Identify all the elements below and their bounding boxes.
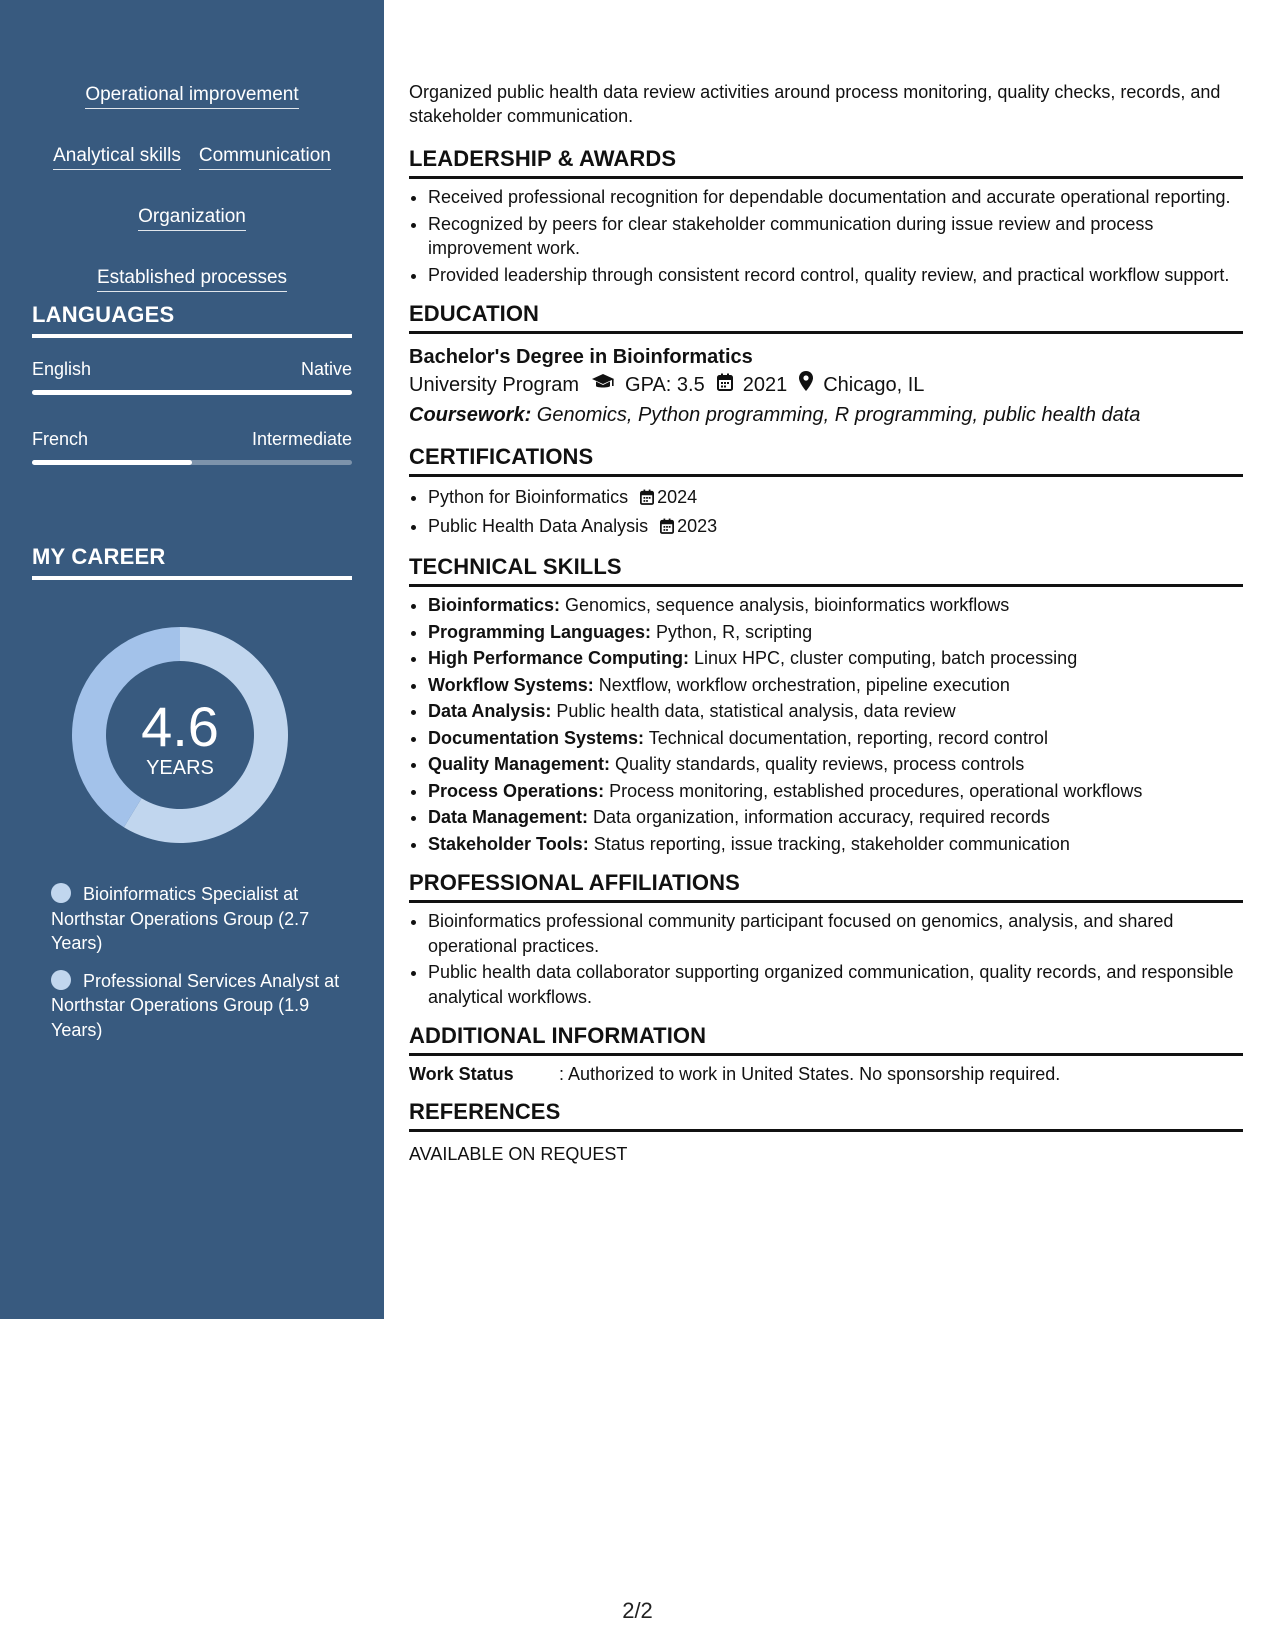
skill-tag: Communication	[199, 145, 331, 170]
main-content	[409, 80, 1243, 1179]
list-item: • Recognized by peers for clear stakeholder communication during issue review and process improvement work.	[428, 212, 1243, 261]
language-row-english	[32, 359, 352, 380]
skill-text: Nextflow, workflow orchestration, pipeline execution	[593, 674, 1010, 695]
coursework-text: Genomics, Python programming, R programming, public health data	[531, 404, 1141, 426]
skill-text: Technical documentation, reporting, record control	[644, 727, 1048, 748]
skill-text: Process monitoring, established procedures, operational workflows	[604, 780, 1143, 801]
career-item-text: Professional Services Analyst at Northstar Operations Group (1.9 Years)	[51, 970, 340, 1040]
language-level: Native	[300, 359, 352, 379]
career-unit: YEARS	[146, 757, 214, 779]
list-item	[428, 752, 1243, 777]
skill-text: Quality standards, quality reviews, process controls	[610, 754, 1025, 774]
skill-tag: Analytical skills	[53, 145, 181, 170]
coursework-label: Coursework:	[409, 404, 532, 426]
technical-skills-section	[409, 554, 1243, 856]
certification-name: Public Health Data Analysis	[428, 515, 649, 536]
certification-year-wrap	[640, 487, 697, 507]
location-pin-icon	[799, 370, 813, 400]
language-bar-fill	[32, 460, 192, 465]
career-donut-svg	[67, 622, 293, 848]
career-list	[51, 882, 341, 1055]
skill-label: Data Analysis:	[428, 701, 552, 721]
languages-heading: LANGUAGES	[32, 302, 352, 338]
technical-skills-list	[409, 593, 1243, 856]
graduation-cap-icon	[591, 370, 615, 400]
list-item: • Provided leadership through consistent record control, quality review, and practical workflow support.	[428, 263, 1243, 288]
language-bar-english	[32, 390, 352, 395]
page-number: 2/2	[622, 1598, 653, 1623]
career-item	[51, 882, 341, 956]
list-item	[428, 779, 1243, 804]
list-item	[428, 673, 1243, 698]
education-location: Chicago, IL	[823, 374, 925, 396]
calendar-icon	[717, 370, 733, 400]
summary-text: Organized public health data review activities around process monitoring, quality checks, records, and stakeholder communication.	[409, 82, 1221, 126]
skill-tag: Established processes	[97, 267, 287, 292]
section-title: LEADERSHIP & AWARDS	[409, 146, 1243, 179]
list-item	[428, 699, 1243, 724]
calendar-icon	[660, 516, 674, 541]
language-row-french	[32, 429, 352, 450]
sidebar	[0, 0, 384, 1319]
list-item	[428, 726, 1243, 751]
career-item	[51, 969, 341, 1043]
language-name: French	[32, 429, 89, 449]
language-bar-fill	[32, 390, 352, 395]
references-text: AVAILABLE ON REQUEST	[409, 1144, 628, 1164]
language-bar-french	[32, 460, 352, 465]
list-item	[428, 514, 1243, 541]
list-item	[428, 832, 1243, 857]
list-item: • Received professional recognition for dependable documentation and accurate operational reporting.	[428, 185, 1243, 210]
section-title: ADDITIONAL INFORMATION	[409, 1023, 1243, 1056]
education-section	[409, 301, 1243, 430]
certifications-section	[409, 444, 1243, 540]
section-title: CERTIFICATIONS	[409, 444, 1243, 477]
degree-title: Bachelor's Degree in Bioinformatics	[409, 346, 753, 368]
skill-text: Genomics, sequence analysis, bioinformatics workflows	[560, 595, 1010, 615]
career-heading: MY CAREER	[32, 544, 352, 580]
gpa: GPA: 3.5	[625, 374, 705, 396]
section-title: TECHNICAL SKILLS	[409, 554, 1243, 587]
skill-label: Workflow Systems:	[428, 674, 594, 695]
list-item: • Bioinformatics professional community participant focused on genomics, analysis, and shared operational practices.	[428, 909, 1243, 958]
career-item-text: Bioinformatics Specialist at Northstar Operations Group (2.7 Years)	[51, 884, 310, 953]
skill-text: Linux HPC, cluster computing, batch processing	[689, 648, 1078, 668]
certification-name: Python for Bioinformatics	[428, 487, 629, 507]
list-item	[428, 805, 1243, 830]
skill-tag: Organization	[138, 206, 246, 231]
skill-text: Python, R, scripting	[651, 621, 813, 642]
career-donut	[67, 622, 293, 848]
work-status-label: Work Status	[409, 1064, 514, 1084]
skill-text: Data organization, information accuracy, required records	[588, 807, 1050, 827]
education-meta	[409, 370, 1243, 400]
language-name: English	[32, 359, 92, 379]
section-title: EDUCATION	[409, 301, 1243, 334]
legend-dot	[51, 970, 71, 990]
list-item: • Public health data collaborator supporting organized communication, quality records, and responsible analytical workflows.	[428, 960, 1243, 1009]
skill-label: Data Management:	[428, 807, 589, 827]
skill-label: Bioinformatics:	[428, 595, 561, 615]
skill-text: Status reporting, issue tracking, stakeholder communication	[588, 833, 1070, 854]
work-status-value: : Authorized to work in United States. No sponsorship required.	[559, 1064, 1061, 1084]
skill-label: Documentation Systems:	[428, 727, 645, 748]
legend-dot	[51, 883, 71, 903]
certification-year-wrap	[660, 516, 717, 536]
school-name: University Program	[409, 374, 580, 396]
coursework	[409, 400, 1243, 430]
language-level: Intermediate	[251, 429, 352, 449]
skill-label: Process Operations:	[428, 780, 605, 801]
calendar-icon	[640, 487, 654, 512]
section-title: PROFESSIONAL AFFILIATIONS	[409, 870, 1243, 903]
skill-label: Quality Management:	[428, 754, 611, 774]
skill-text: Public health data, statistical analysis, data review	[551, 701, 956, 721]
skill-label: Programming Languages:	[428, 621, 652, 642]
list-item	[428, 646, 1243, 671]
certification-year: 2024	[657, 487, 698, 507]
skills-cloud	[32, 84, 352, 292]
affiliations-list	[409, 909, 1243, 1009]
list-item	[428, 485, 1243, 512]
work-status-row	[409, 1064, 1243, 1085]
certification-year: 2023	[677, 515, 718, 536]
list-item	[428, 593, 1243, 618]
leadership-section	[409, 146, 1243, 287]
additional-information-section	[409, 1023, 1243, 1085]
leadership-list	[409, 185, 1243, 287]
career-total: 4.6	[141, 695, 219, 758]
references-section	[409, 1099, 1243, 1165]
graduation-year: 2021	[742, 374, 788, 396]
skill-tag: Operational improvement	[85, 84, 298, 109]
skill-label: Stakeholder Tools:	[428, 833, 589, 854]
list-item	[428, 620, 1243, 645]
affiliations-section	[409, 870, 1243, 1009]
skill-label: High Performance Computing:	[428, 648, 690, 668]
certifications-list	[409, 485, 1243, 540]
section-title: REFERENCES	[409, 1099, 1243, 1132]
